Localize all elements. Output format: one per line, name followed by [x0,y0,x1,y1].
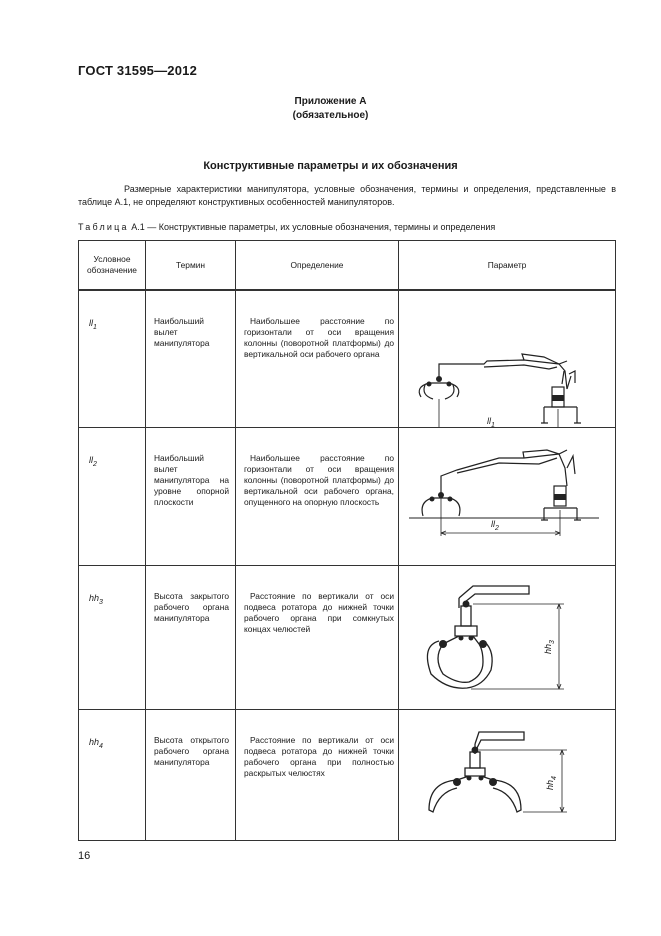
definition-cell: Наибольшее расстояние по горизонтали от оси вращения колонны (поворотной платформы) до вертикальной оси рабочего органа [236,291,399,428]
intro-paragraph: Размерные характеристики манипулятора, условные обозначения, термины и определения, представленные в таблице А.1, не определяют конструктивных особенностей манипуляторов. [78,184,616,207]
open-grapple-diagram [399,710,616,840]
section-title: Конструктивные параметры и их обозначения [203,160,458,172]
definition-cell: Расстояние по вертикали от оси подвеса ротатора до нижней точки рабочего органа при полностью раскрытых челюстях [236,710,399,841]
figure-label: $ll_1$ [487,416,495,427]
term-cell: Наибольший вылет манипулятора [146,291,236,428]
caption-text: А.1 — Конструктивные параметры, их условные обозначения, термины и определения [131,222,496,232]
header-term: Термин [146,241,236,290]
table-row [79,291,616,428]
header-symbol: Условное обозначение [79,241,146,290]
term-cell: Наибольший вылет манипулятора на уровне опорной плоскости [146,428,236,566]
symbol-cell: $ll_2$ [79,428,146,566]
header-parameter: Параметр [399,241,616,290]
parameters-table [78,240,616,841]
term-cell: Высота закрытого рабочего органа манипулятора [146,566,236,710]
caption-prefix: Таблица [78,222,129,232]
table-header-row [79,241,616,290]
closed-grapple-diagram [399,566,616,709]
symbol-cell: $hh_3$ [79,566,146,710]
crane-reach-diagram [399,291,616,427]
parameter-figure-cell [399,428,616,566]
crane-ground-reach-diagram [399,428,616,565]
parameter-figure-cell [399,291,616,428]
symbol-cell: $hh_4$ [79,710,146,841]
definition-cell: Расстояние по вертикали от оси подвеса ротатора до нижней точки рабочего органа при сомкнутых концах челюстей [236,566,399,710]
table-caption [78,222,495,232]
appendix-status: (обязательное) [292,110,369,121]
symbol-cell: $ll_1$ [79,291,146,428]
figure-label: $hh_3$ [543,640,556,654]
table-row [79,428,616,566]
figure-label: $ll_2$ [491,519,499,532]
definition-cell: Наибольшее расстояние по горизонтали от оси вращения колонны (поворотной платформы) до вертикальной оси рабочего органа, опущенного на опорную плоскость [236,428,399,566]
table-row [79,566,616,710]
term-cell: Высота открытого рабочего органа манипулятора [146,710,236,841]
document-header: ГОСТ 31595—2012 [78,63,197,78]
appendix-title: Приложение А [294,96,367,107]
parameter-figure-cell [399,566,616,710]
header-definition: Определение [236,241,399,290]
parameter-figure-cell [399,710,616,841]
figure-label: $hh_4$ [545,776,558,790]
page-number: 16 [78,850,91,862]
table-row [79,710,616,841]
